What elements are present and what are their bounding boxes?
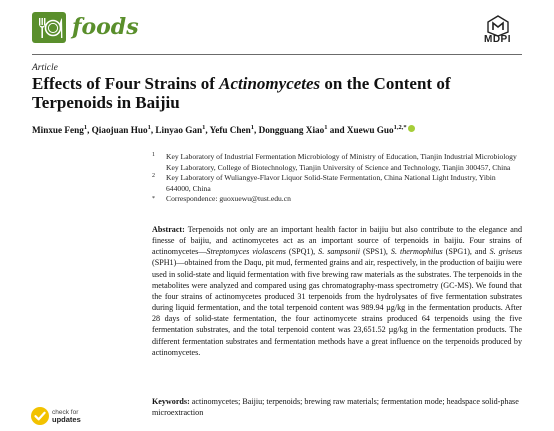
affiliation-text: Key Laboratory of Wuliangye-Flavor Liquor Solid-State Fermentation, China National Light Industry, Yibin 644000, China xyxy=(166,173,496,193)
author-name: Dongguang Xiao xyxy=(258,125,325,136)
check-for-updates-line1: check for xyxy=(52,409,79,416)
header-divider xyxy=(32,54,522,55)
article-title xyxy=(32,74,522,112)
author-affiliation-ref: 1,2,* xyxy=(393,124,407,131)
affiliation-text: Key Laboratory of Industrial Fermentation Microbiology of Ministry of Education, Tianjin Industrial Microbiology Key Laboratory, College of Biotechnology, Tianjin University of Science and Technology, Tianjin 300457, China xyxy=(166,152,517,172)
keywords xyxy=(152,396,522,418)
publisher-name: MDPI xyxy=(484,34,511,45)
keywords-label: Keywords: xyxy=(152,397,190,406)
author-name: Yefu Chen xyxy=(209,125,251,136)
affiliation-item xyxy=(152,152,522,173)
title-part-1: Effects of Four Strains of xyxy=(32,74,220,93)
orcid-icon[interactable] xyxy=(408,125,415,132)
author-affiliation-ref: 1 xyxy=(202,124,206,131)
affiliation-number: * xyxy=(152,196,155,203)
correspondence xyxy=(152,194,522,205)
affiliation-number: 1 xyxy=(152,152,155,158)
abstract: Abstract: Terpenoids not only are an important health factor in baijiu but also contribute to the elegance and finesse of baijiu, and actinomycetes act as an important source of terpenoids in baijiu. Four strains of actinomycetes—Streptomyces violascens (SPQ1), S. sampsonii (SPS1), S. thermophilus (SPG1), and S. griseus (SPH1)—obtained from the Daqu, pit mud, fermented grains and air, respectively, in the production of baijiu were used in solid-state and liquid fermentation with five brewing raw materials as the substrates. The terpenoids in the metabolites were analyzed and compared using gas chromatography-mass spectrometry (GC-MS). We found that the four strains of actinomycetes produced 31 terpenoids from the hydrolysates of five fermentation substrates during liquid fermentation, and the total terpenoid content was 989.94 µg/kg in the fermentation products. After 28 days of solid-state fermentation, the four actinomycete strains produced 64 terpenoids using the five fermentation substrates, and the total terpenoid content was 23,651.52 µg/kg in the fermentation products. The different fermentation substrates and fermentation methods have a great influence on the terpenoids produced by actinomycetes. xyxy=(152,225,523,357)
species-name: S. thermophilus xyxy=(390,247,443,257)
title-italic-part: Actinomycetes xyxy=(219,74,321,93)
author-name: Qiaojuan Huo xyxy=(91,125,148,136)
author-name: Linyao Gan xyxy=(155,125,203,136)
author-list: Minxue Feng$^1$, Qiaojuan Huo$^1$, Linyao Gan$^1$, Yefu Chen$^1$, Dongguang Xiao$^1$ and Xuewu Guo$^{1,2,*}$ xyxy=(32,122,522,136)
journal-name: foods xyxy=(72,14,139,40)
check-for-updates-line2: updates xyxy=(52,415,81,424)
check-for-updates-link[interactable] xyxy=(52,409,81,424)
affiliation-item xyxy=(152,173,522,194)
author-name: Minxue Feng xyxy=(32,125,84,136)
author-affiliation-ref: 1 xyxy=(250,124,254,131)
abstract-label: Abstract: xyxy=(152,225,185,234)
species-name: S. griseus xyxy=(489,247,522,257)
author-name: Xuewu Guo xyxy=(346,125,394,136)
title-part-2: on the Content of Terpenoids in Baijiu xyxy=(32,74,451,112)
author-affiliation-ref: 1 xyxy=(147,124,151,131)
correspondence-text[interactable]: Correspondence: guoxuewu@tust.edu.cn xyxy=(166,194,291,204)
species-name: S. sampsonii xyxy=(318,247,361,257)
article-type: Article xyxy=(32,63,58,73)
journal-logo-icon xyxy=(32,12,66,43)
affiliation-number: 2 xyxy=(152,173,155,180)
species-name: Streptomyces violascens xyxy=(206,247,286,257)
author-affiliation-ref: 1 xyxy=(83,124,88,131)
author-affiliation-ref: 1 xyxy=(324,124,328,131)
affiliations xyxy=(152,152,522,205)
check-for-updates-icon[interactable] xyxy=(30,406,50,426)
keywords-text: actinomycetes; Baijiu; terpenoids; brewing raw materials; fermentation mode; headspace solid-phase microextraction xyxy=(152,397,519,418)
